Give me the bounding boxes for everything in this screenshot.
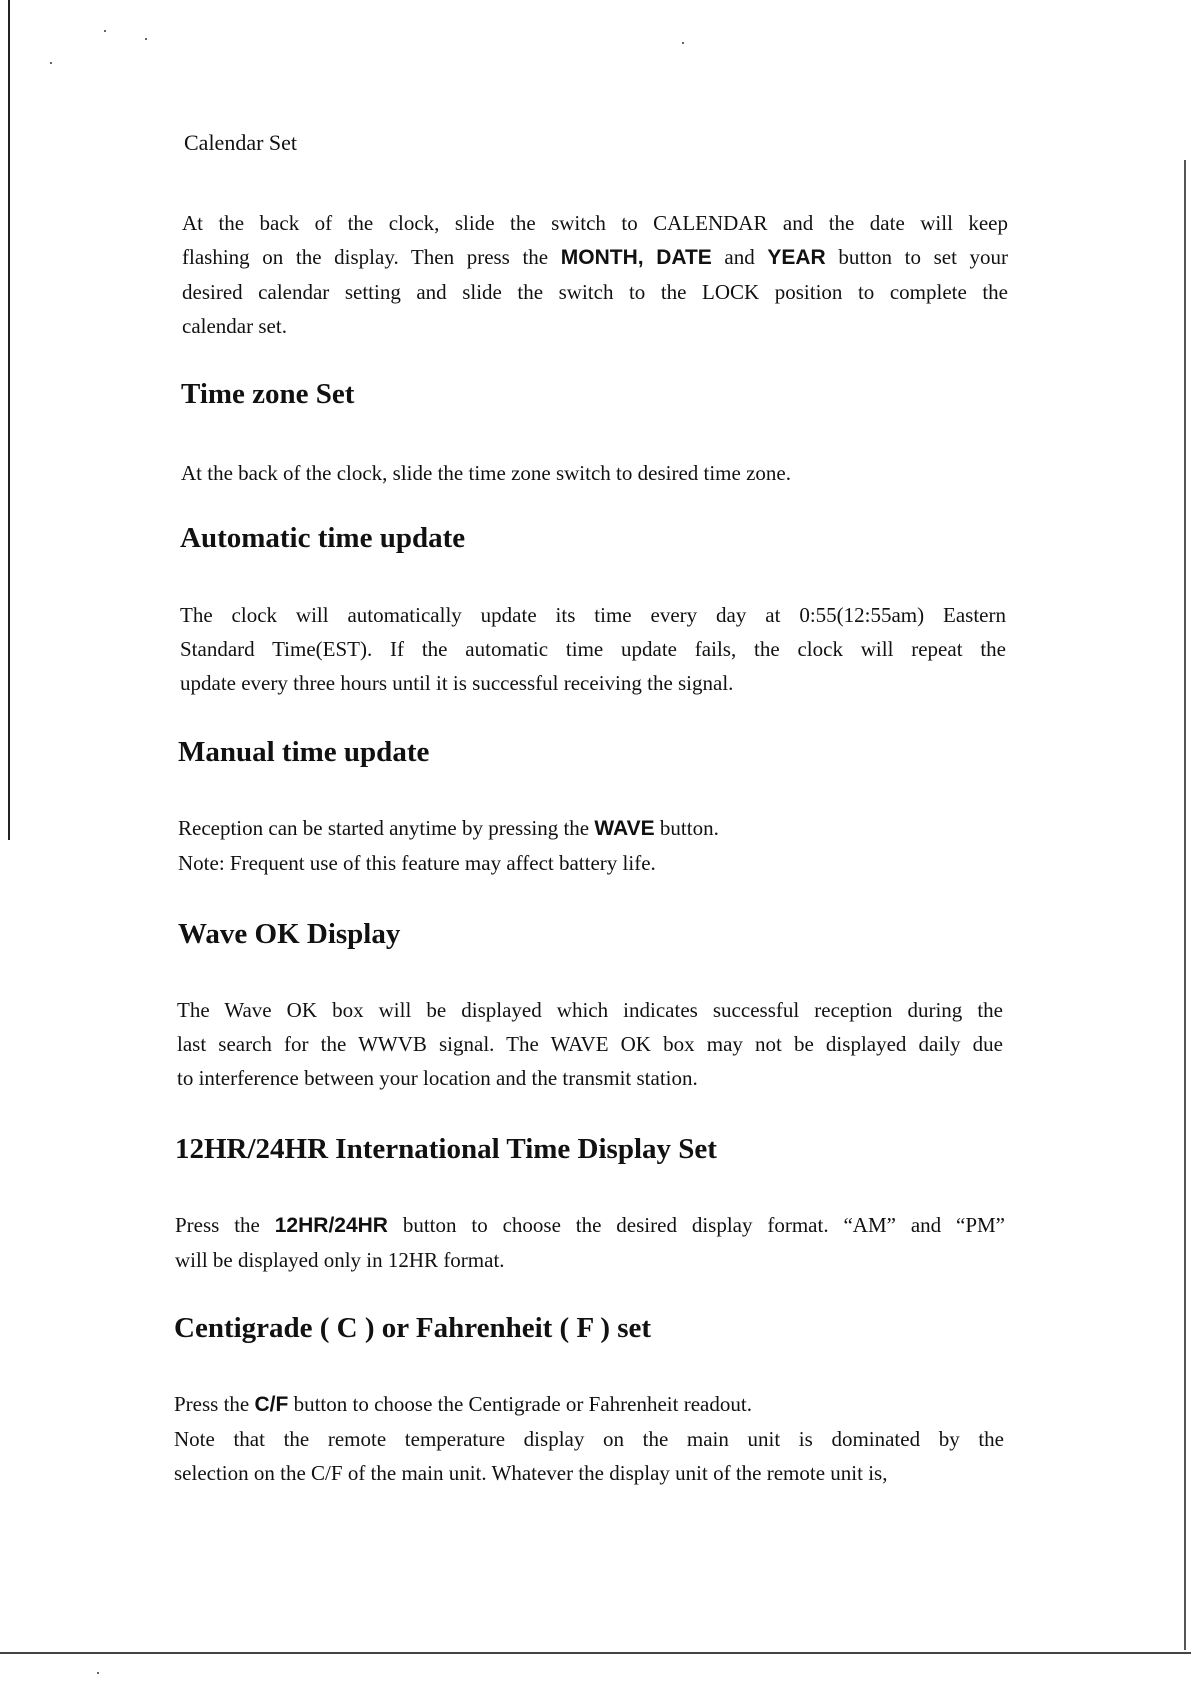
hr-display-heading: 12HR/24HR International Time Display Set	[175, 1133, 717, 1165]
temp-text-segment: Press the	[174, 1392, 255, 1416]
time-zone-line-1: At the back of the clock, slide the time zone switch to desired time zone.	[181, 461, 791, 485]
manual-text-segment: Reception can be started anytime by pressing the	[178, 816, 595, 840]
wave-ok-line-1: The Wave OK box will be displayed which indicates successful reception during the	[177, 998, 1003, 1022]
cf-keyword: C/F	[254, 1393, 289, 1416]
scan-speck	[50, 62, 52, 64]
hr-line-2: will be displayed only in 12HR format.	[175, 1248, 505, 1272]
manual-update-paragraph	[178, 811, 1004, 880]
calendar-set-title: Calendar Set	[184, 130, 298, 155]
automatic-update-heading: Automatic time update	[180, 522, 466, 554]
calendar-set-paragraph	[182, 206, 1008, 343]
temp-line-1	[174, 1387, 1004, 1422]
calendar-line-1: At the back of the clock, slide the switch to CALENDAR and the date will keep	[182, 211, 1008, 235]
auto-line-2: Standard Time(EST). If the automatic time update fails, the clock will repeat the	[180, 637, 1006, 661]
manual-text-segment: button.	[654, 816, 719, 840]
manual-line-2: Note: Frequent use of this feature may affect battery life.	[178, 851, 656, 875]
calendar-text-segment: button to set your	[825, 245, 1009, 269]
temperature-unit-heading: Centigrade ( C ) or Fahrenheit ( F ) set	[174, 1312, 652, 1344]
scan-speck	[104, 30, 106, 32]
temp-line-2: Note that the remote temperature display on the main unit is dominated by the	[174, 1427, 1004, 1451]
wave-keyword: WAVE	[594, 817, 655, 840]
manual-update-heading: Manual time update	[178, 736, 430, 768]
calendar-line-4: calendar set.	[182, 314, 287, 338]
date-keyword: DATE	[656, 246, 712, 269]
temperature-unit-paragraph	[174, 1387, 1004, 1490]
automatic-update-paragraph	[180, 598, 1006, 700]
year-keyword: YEAR	[767, 246, 826, 269]
wave-ok-heading: Wave OK Display	[178, 918, 401, 950]
12hr-24hr-keyword: 12HR/24HR	[274, 1214, 388, 1237]
manual-line-1	[178, 811, 1004, 846]
hr-text-segment: button to choose the desired display format. “AM” and “PM”	[387, 1213, 1006, 1237]
scan-speck	[682, 42, 684, 44]
calendar-line-3: desired calendar setting and slide the switch to the LOCK position to complete the	[182, 280, 1008, 304]
left-scan-edge	[8, 0, 10, 840]
month-keyword: MONTH,	[560, 246, 644, 269]
auto-line-3: update every three hours until it is successful receiving the signal.	[180, 671, 734, 695]
calendar-text-segment: and	[711, 245, 768, 269]
calendar-line-2	[182, 240, 1008, 275]
scan-speck	[97, 1672, 99, 1674]
wave-ok-line-3: to interference between your location and the transmit station.	[177, 1066, 698, 1090]
wave-ok-line-2: last search for the WWVB signal. The WAVE OK box may not be displayed daily due	[177, 1032, 1003, 1056]
right-scan-edge	[1184, 160, 1186, 1650]
temp-text-segment: button to choose the Centigrade or Fahrenheit readout.	[288, 1392, 752, 1416]
hr-line-1	[175, 1208, 1005, 1243]
scan-speck	[145, 38, 147, 40]
auto-line-1: The clock will automatically update its time every day at 0:55(12:55am) Eastern	[180, 603, 1006, 627]
temp-line-3: selection on the C/F of the main unit. Whatever the display unit of the remote unit is,	[174, 1461, 888, 1485]
time-zone-paragraph	[181, 456, 1007, 490]
bottom-scan-edge	[0, 1652, 1191, 1654]
hr-text-segment: Press the	[175, 1213, 275, 1237]
wave-ok-paragraph	[177, 993, 1003, 1095]
hr-display-paragraph	[175, 1208, 1005, 1277]
calendar-text-segment: flashing on the display. Then press the	[182, 245, 561, 269]
time-zone-heading: Time zone Set	[181, 378, 355, 410]
